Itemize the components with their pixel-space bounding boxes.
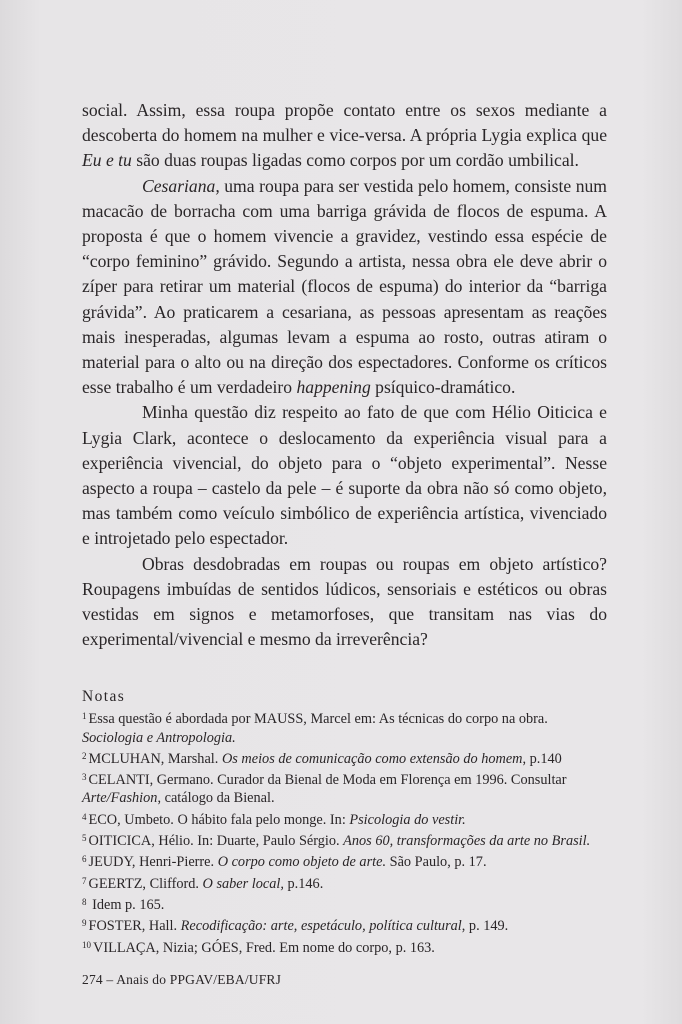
paragraph <box>82 98 607 174</box>
footnote-number: 10 <box>82 939 91 950</box>
footnote <box>82 936 607 957</box>
text-run: social. Assim, essa roupa propõe contato entre os sexos mediante a descoberta do homem na mulher e vice-versa. A própria Lygia explica que <box>82 100 607 146</box>
text-run: JEUDY, Henri-Pierre. <box>88 854 218 871</box>
footnote-number: 4 <box>82 811 87 822</box>
footnote <box>82 829 607 850</box>
italic-text: Anos 60, transformações da arte no Brasil. <box>343 833 591 850</box>
footnote <box>82 707 607 747</box>
paragraph <box>82 174 607 401</box>
page-footer: 274 – Anais do PPGAV/EBA/UFRJ <box>82 972 282 987</box>
notes-list <box>82 707 607 957</box>
paragraph <box>82 400 607 551</box>
footnote-number: 3 <box>82 772 87 783</box>
footnote <box>82 872 607 893</box>
notes-title: Notas <box>82 688 126 705</box>
text-run: MCLUHAN, Marshal. <box>88 750 222 767</box>
body-text <box>82 98 607 652</box>
text-run: Idem p. 165. <box>88 896 165 913</box>
italic-text: Eu e tu <box>82 150 132 171</box>
footnote <box>82 914 607 935</box>
italic-text: happening <box>296 377 371 398</box>
text-run: , p. 149. <box>461 918 509 935</box>
italic-text: Arte/Fashion <box>82 790 158 807</box>
text-run: , p.140 <box>522 750 562 767</box>
italic-text: Cesariana, <box>142 175 220 196</box>
footnote-number: 7 <box>82 875 87 886</box>
footnote <box>82 850 607 871</box>
paragraph <box>82 552 607 653</box>
footnote <box>82 808 607 829</box>
footnote <box>82 893 607 914</box>
text-run: são duas roupas ligadas como corpos por um cordão umbilical. <box>131 150 579 171</box>
text-run: FOSTER, Hall. <box>88 918 181 935</box>
text-run: CELANTI, Germano. Curador da Bienal de Moda em Florença em 1996. Consultar <box>88 772 567 789</box>
text-run: Essa questão é abordada por MAUSS, Marcel em: As técnicas do corpo na obra. <box>88 711 548 728</box>
notes-section <box>82 688 607 957</box>
italic-text: O corpo como objeto de arte. <box>217 854 387 871</box>
footnote-number: 2 <box>82 750 87 761</box>
text-run: psíquico-dramático. <box>370 377 516 398</box>
italic-text: Psicologia do vestir. <box>349 811 466 828</box>
text-run: p.146. <box>283 875 324 892</box>
text-run: VILLAÇA, Nizia; GÓES, Fred. Em nome do corpo, p. 163. <box>93 939 435 956</box>
footnote-number: 9 <box>82 918 87 929</box>
italic-text: O saber local, <box>202 875 284 892</box>
text-run: , catálogo da Bienal. <box>157 790 275 807</box>
footnote-number: 5 <box>82 833 87 844</box>
footnote-number: 6 <box>82 854 87 865</box>
text-run: Minha questão diz respeito ao fato de que com Hélio Oiticica e Lygia Clark, acontece o deslocamento da experiência visual para a experiência vivencial, do objeto para o “objeto experimental”. Nesse aspecto a roupa – castelo da pele – é suporte da obra não só como objeto, mas também como veículo simbólico de experiência artística, vivenciado e introjetado pelo espectador. <box>82 402 607 549</box>
text-run: OITICICA, Hélio. In: Duarte, Paulo Sérgio. <box>88 833 344 850</box>
italic-text: Sociologia e Antropologia. <box>82 729 236 746</box>
italic-text: Os meios de comunicação como extensão do homem <box>221 750 523 767</box>
text-run: uma roupa para ser vestida pelo homem, consiste num macacão de borracha com uma barriga grávida de flocos de espuma. A proposta é que o homem vivencie a gravidez, vestindo essa espécie de “corpo feminino” grávido. Segundo a artista, nessa obra ele deve abrir o zíper para retirar um material (flocos de espuma) do interior da “barriga grávida”. Ao praticarem a cesariana, as pessoas apresentam as reações mais inesperadas, algumas levam a espuma ao rosto, outras atiram o material para o alto ou na direção dos espectadores. Conforme os críticos esse trabalho é um verdadeiro <box>82 175 607 398</box>
text-run: GEERTZ, Clifford. <box>88 875 203 892</box>
footnote-number: 1 <box>82 711 87 722</box>
text-run: São Paulo, p. 17. <box>386 854 487 871</box>
footnote <box>82 768 607 808</box>
text-run: ECO, Umbeto. O hábito fala pelo monge. In: <box>88 811 350 828</box>
footnote-number: 8 <box>82 896 87 907</box>
footnote <box>82 747 607 768</box>
text-run: Obras desdobradas em roupas ou roupas em objeto artístico? Roupagens imbuídas de sentidos lúdicos, sensoriais e estéticos ou obras vestidas em signos e metamorfoses, que transitam nas vias do experimental/vivencial e mesmo da irreverência? <box>82 553 607 650</box>
italic-text: Recodificação: arte, espetáculo, política cultural <box>180 918 462 935</box>
